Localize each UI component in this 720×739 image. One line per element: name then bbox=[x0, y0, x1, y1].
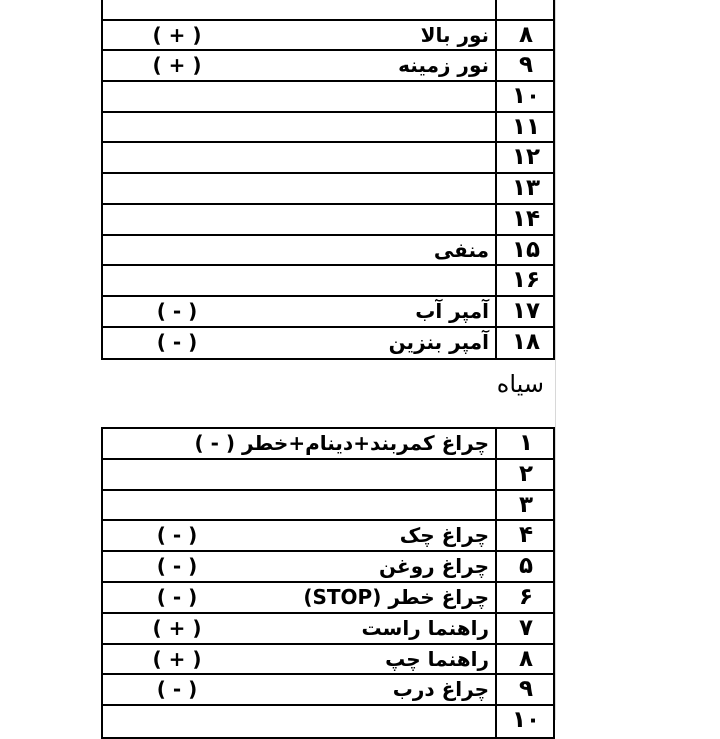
row-label: راهنما چپ bbox=[385, 646, 489, 671]
column-divider bbox=[495, 82, 497, 111]
row-polarity: ( - ) bbox=[156, 523, 198, 548]
row-polarity bbox=[149, 460, 205, 489]
row-polarity bbox=[149, 143, 205, 172]
column-divider bbox=[495, 583, 497, 612]
column-divider bbox=[495, 552, 497, 581]
row-label: منفی bbox=[433, 237, 489, 262]
row-number: ۱۶ bbox=[511, 267, 541, 294]
column-divider bbox=[495, 205, 497, 234]
row-number: ۱ bbox=[518, 430, 534, 456]
row-label: آمپر بنزین bbox=[388, 329, 489, 354]
row-number: ۱۱ bbox=[511, 113, 541, 140]
row-number: ۳ bbox=[518, 491, 534, 518]
table-row bbox=[103, 645, 553, 676]
column-divider bbox=[495, 491, 497, 520]
row-number: ۱۴ bbox=[511, 205, 541, 232]
table-row bbox=[103, 491, 553, 522]
page-edge-divider bbox=[555, 0, 556, 720]
row-number: ۸ bbox=[518, 21, 534, 48]
row-number: ۶ bbox=[518, 583, 534, 610]
column-divider bbox=[495, 460, 497, 489]
table-row bbox=[103, 552, 553, 583]
row-number: ۱۰ bbox=[511, 707, 541, 734]
row-polarity: ( - ) bbox=[156, 298, 198, 323]
row-polarity: ( + ) bbox=[152, 646, 202, 671]
table-row bbox=[103, 113, 553, 144]
column-divider bbox=[495, 706, 497, 737]
row-number: ۹ bbox=[518, 52, 534, 79]
column-divider bbox=[495, 113, 497, 142]
row-polarity bbox=[149, 0, 205, 19]
wiring-table-2 bbox=[101, 427, 555, 739]
section-title-black: سیاه bbox=[496, 370, 544, 398]
table-row bbox=[103, 460, 553, 491]
table-row bbox=[103, 429, 553, 460]
table-row bbox=[103, 521, 553, 552]
table-row bbox=[103, 328, 553, 359]
row-number: ۷ bbox=[518, 614, 534, 641]
row-polarity: ( + ) bbox=[152, 22, 202, 47]
column-divider bbox=[495, 174, 497, 203]
row-label: نور بالا bbox=[420, 22, 489, 47]
row-number: ۱۷ bbox=[511, 297, 541, 324]
column-divider bbox=[495, 614, 497, 643]
table-row bbox=[103, 583, 553, 614]
column-divider bbox=[495, 51, 497, 80]
table-row bbox=[103, 706, 553, 737]
row-number: ۲ bbox=[518, 460, 534, 487]
row-number: ۱۸ bbox=[511, 328, 541, 355]
column-divider bbox=[495, 645, 497, 674]
row-label: چراغ کمربند+دینام+خطر ( - ) bbox=[194, 431, 489, 455]
column-divider bbox=[495, 675, 497, 704]
column-divider bbox=[495, 297, 497, 326]
row-polarity bbox=[149, 205, 205, 234]
row-number: ۱۰ bbox=[511, 83, 541, 110]
row-polarity bbox=[149, 266, 205, 295]
row-label: راهنما راست bbox=[361, 615, 489, 640]
row-polarity: ( + ) bbox=[152, 615, 202, 640]
column-divider bbox=[495, 21, 497, 50]
row-number: ۵ bbox=[518, 553, 534, 580]
row-polarity bbox=[149, 113, 205, 142]
table-row bbox=[103, 675, 553, 706]
table-row bbox=[103, 174, 553, 205]
row-label: آمپر آب bbox=[415, 298, 489, 323]
row-label: چراغ خطر (STOP) bbox=[303, 584, 489, 609]
row-number: ۸ bbox=[518, 645, 534, 672]
table-row bbox=[103, 51, 553, 82]
row-polarity bbox=[149, 491, 205, 520]
table-row bbox=[103, 297, 553, 328]
column-divider bbox=[495, 328, 497, 359]
table-row bbox=[103, 205, 553, 236]
column-divider bbox=[495, 429, 497, 458]
row-polarity: ( - ) bbox=[156, 329, 198, 354]
row-label: نور زمینه bbox=[398, 53, 489, 78]
column-divider bbox=[495, 0, 497, 19]
table-row bbox=[103, 21, 553, 52]
row-polarity: ( - ) bbox=[156, 554, 198, 579]
table-row bbox=[103, 266, 553, 297]
row-polarity: ( + ) bbox=[152, 53, 202, 78]
table-row bbox=[103, 82, 553, 113]
table-row bbox=[103, 143, 553, 174]
row-number: ۹ bbox=[518, 676, 534, 703]
column-divider bbox=[495, 143, 497, 172]
row-polarity bbox=[149, 236, 205, 265]
row-polarity bbox=[149, 82, 205, 111]
table-row bbox=[103, 236, 553, 267]
row-number: ۱۵ bbox=[511, 236, 541, 263]
column-divider bbox=[495, 521, 497, 550]
row-number: ۴ bbox=[518, 522, 534, 549]
row-polarity bbox=[149, 429, 205, 458]
wiring-table-1 bbox=[101, 0, 555, 360]
column-divider bbox=[495, 266, 497, 295]
row-number: ۱۳ bbox=[511, 175, 541, 202]
row-number: ۱۲ bbox=[511, 144, 541, 171]
table-row bbox=[103, 0, 553, 21]
table-row bbox=[103, 614, 553, 645]
row-polarity: ( - ) bbox=[156, 677, 198, 702]
column-divider bbox=[495, 236, 497, 265]
row-label: چراغ روغن bbox=[379, 554, 489, 579]
row-label: چراغ درب bbox=[392, 677, 489, 702]
row-polarity bbox=[149, 706, 205, 737]
row-number bbox=[499, 0, 553, 19]
row-polarity: ( - ) bbox=[156, 584, 198, 609]
row-label: چراغ چک bbox=[399, 523, 489, 548]
row-polarity bbox=[149, 174, 205, 203]
